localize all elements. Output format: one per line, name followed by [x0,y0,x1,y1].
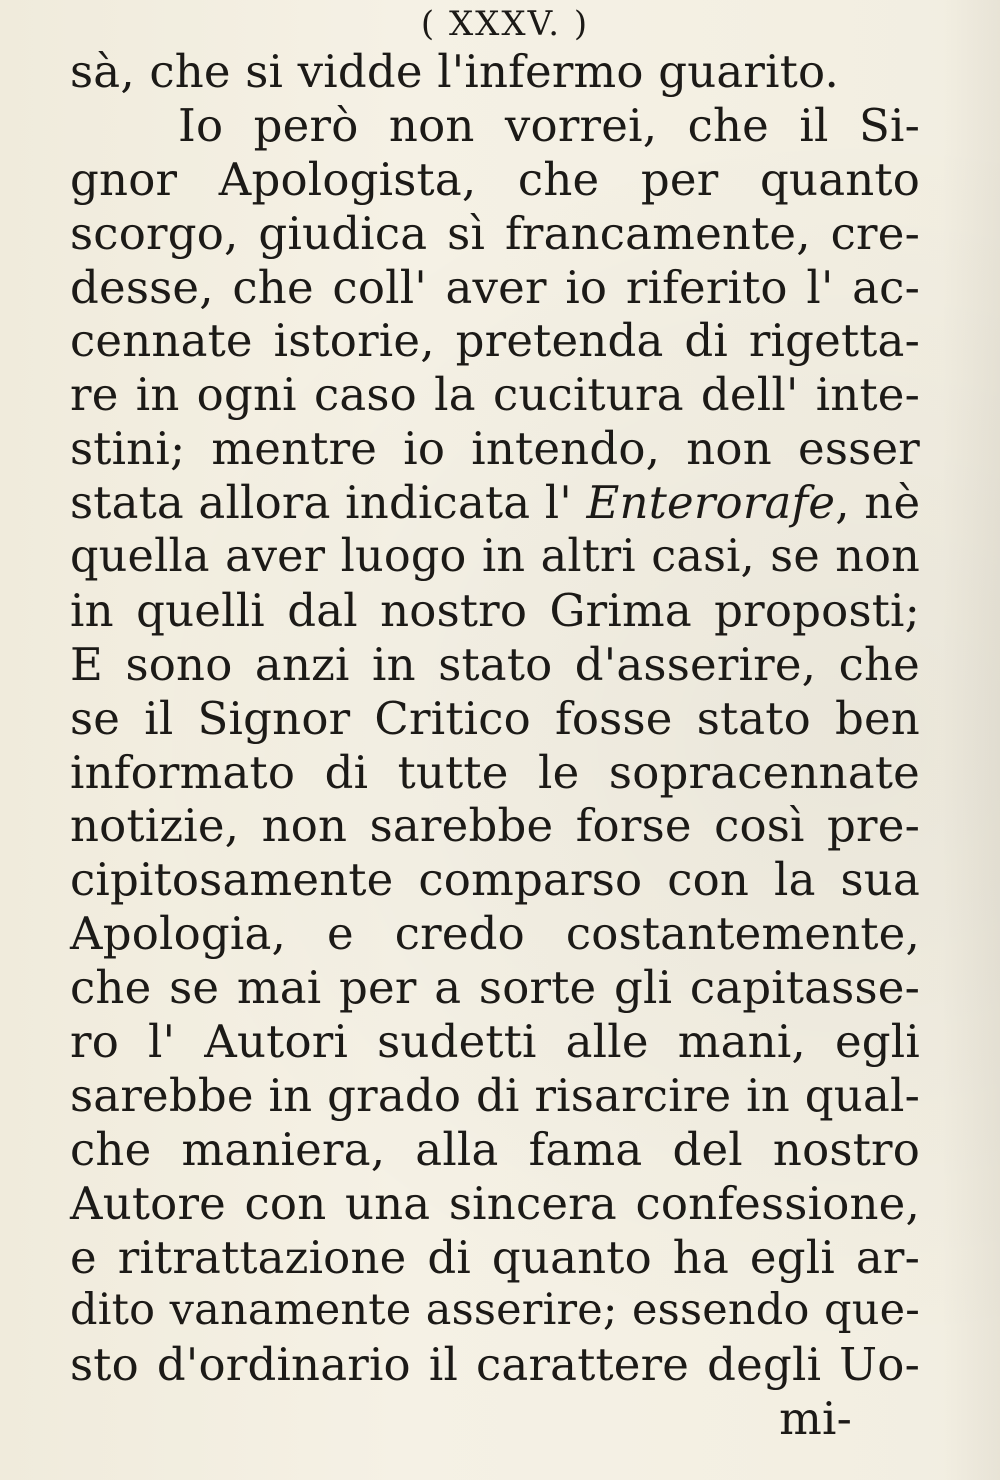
text-line-16: cipitosamente comparso con la sua [70,853,920,907]
text-line-20: sarebbe in grado di risarcire in qual- [70,1068,920,1122]
text-line-19: ro l' Autori sudetti alle mani, egli [70,1015,920,1069]
text-line-11: in quelli dal nostro Grima proposti; [70,583,920,637]
text-line-9-end: , nè [835,476,921,530]
text-line-6: cennate istorie, pretenda di rigetta- [70,314,920,368]
text-line-1: sà, che si vidde l'infermo guarito. [70,45,840,98]
text-line-18: che se mai per a sorte gli capitasse- [70,961,920,1015]
text-line-25: sto d'ordinario il carattere degli Uo- [70,1338,920,1392]
text-line-13: se il Signor Critico fosse stato ben [70,691,920,745]
text-line-8: stini; mentre io intendo, non esser [70,422,920,476]
text-line-17: Apologia, e credo costantemente, [70,907,920,961]
text-block [70,45,920,1446]
text-line-7: re in ogni caso la cucitura dell' inte- [70,368,920,422]
text-line-15: notizie, non sarebbe forse così pre- [70,799,920,853]
text-line-21: che maniera, alla fama del nostro [70,1122,920,1176]
text-line-9-start: stata allora indicata l' [70,476,587,530]
text-line-23: e ritrattazione di quanto ha egli ar- [70,1230,920,1284]
catchword: mi- [779,1392,852,1446]
text-line-14: informato di tutte le sopracennate [70,745,920,799]
text-line-9 [70,476,920,530]
text-line-12: E sono anzi in stato d'asserire, che [70,637,920,691]
text-line-5: desse, che coll' aver io riferito l' ac- [70,260,920,314]
text-line-4: scorgo, giudica sì francamente, cre- [70,206,920,260]
text-line-10: quella aver luogo in altri casi, se non [70,531,920,583]
text-line-22: Autore con una sincera confessione, [70,1176,920,1230]
page-edge-shadow [942,0,1000,1480]
italic-term: Enterorafe [586,476,836,530]
text-line-24: dito vanamente asserire; essendo que- [70,1285,920,1336]
page-number-header: ( XXXV. ) [420,4,590,44]
text-line-2: Io però non vorrei, che il Si- [178,98,920,152]
text-line-3: gnor Apologista, che per quanto [70,152,920,206]
